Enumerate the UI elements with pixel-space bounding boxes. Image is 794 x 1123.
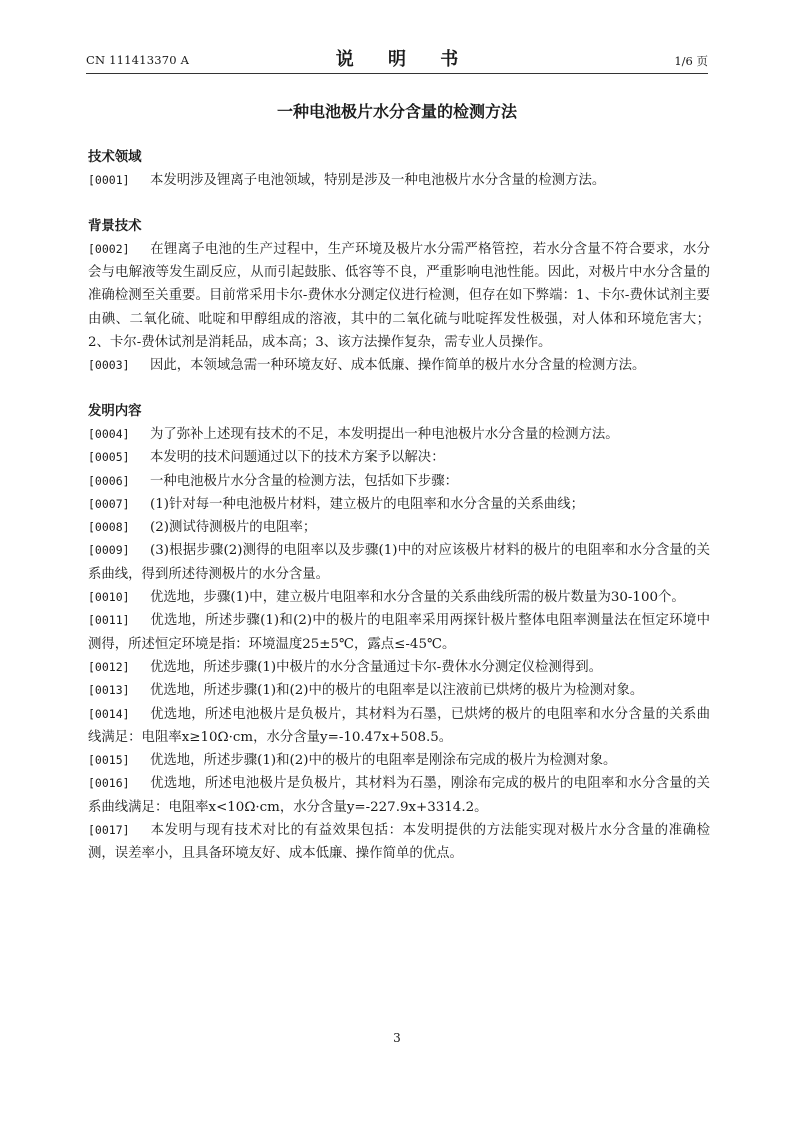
- paragraph-number: [0001]: [88, 173, 130, 188]
- paragraph: [88, 749, 710, 772]
- paragraph: [88, 703, 710, 750]
- section-heading: 背景技术: [88, 218, 142, 234]
- paragraph-text: 优选地，步骤(1)中，建立极片电阻率和水分含量的关系曲线所需的极片数量为30-100个。: [150, 590, 685, 606]
- section-summary: [88, 400, 710, 866]
- paragraph: [88, 772, 710, 819]
- paragraph-text: 在锂离子电池的生产过程中，生产环境及极片水分需严格管控，若水分含量不符合要求，水分会与电解液等发生副反应，从而引起鼓胀、低容等不良，严重影响电池性能。因此，对极片中水分含量的准确检测至关重要。目前常采用卡尔-费休水分测定仪进行检测，但存在如下弊端：1、卡尔-费休试剂主要由碘、二氧化硫、吡啶和甲醇组成的溶液，其中的二氧化硫与吡啶挥发性极强，对人体和环境危害大；2、卡尔-费休试剂是消耗品，成本高；3、该方法操作复杂，需专业人员操作。: [88, 241, 710, 351]
- paragraph: [88, 679, 710, 702]
- paragraph: [88, 423, 710, 446]
- paragraph-number: [0004]: [88, 426, 130, 441]
- paragraph-text: 优选地，所述步骤(1)中极片的水分含量通过卡尔-费休水分测定仪检测得到。: [150, 659, 602, 675]
- page-label: 1/6 页: [674, 54, 708, 68]
- paragraph: [88, 586, 710, 609]
- paragraph-number: [0012]: [88, 659, 130, 674]
- paragraph-number: [0006]: [88, 473, 130, 488]
- paragraph-number: [0017]: [88, 823, 130, 838]
- paragraph-number: [0010]: [88, 590, 130, 605]
- section-technical-field: [88, 146, 710, 193]
- paragraph-text: 优选地，所述步骤(1)和(2)中的极片的电阻率是刚涂布完成的极片为检测对象。: [150, 753, 617, 769]
- paragraph-text: (2)测试待测极片的电阻率；: [150, 520, 317, 536]
- paragraph-text: 优选地，所述电池极片是负极片，其材料为石墨，已烘烤的极片的电阻率和水分含量的关系曲线满足：电阻率x≥10Ω·cm，水分含量y=-10.47x+508.5。: [88, 706, 710, 745]
- paragraph-text: 为了弥补上述现有技术的不足，本发明提出一种电池极片水分含量的检测方法。: [150, 426, 619, 442]
- paragraph: [88, 238, 710, 354]
- section-heading: 技术领域: [88, 150, 142, 165]
- paragraph-text: 优选地，所述步骤(1)和(2)中的极片的电阻率是以注液前已烘烤的极片为检测对象。: [150, 683, 644, 699]
- paragraph-text: 一种电池极片水分含量的检测方法，包括如下步骤：: [150, 473, 458, 489]
- paragraph: [88, 493, 710, 516]
- paragraph-text: 本发明涉及锂离子电池领域，特别是涉及一种电池极片水分含量的检测方法。: [150, 173, 606, 189]
- paragraph: [88, 656, 710, 679]
- paragraph: [88, 446, 710, 469]
- paragraph-text: (1)针对每一种电池极片材料，建立极片的电阻率和水分含量的关系曲线；: [150, 496, 585, 512]
- paragraph-number: [0007]: [88, 496, 130, 511]
- paragraph-text: 因此，本领域急需一种环境友好、成本低廉、操作简单的极片水分含量的检测方法。: [150, 358, 646, 374]
- paragraph-number: [0016]: [88, 776, 130, 791]
- section-background-art: [88, 215, 710, 378]
- paragraph-text: 优选地，所述步骤(1)和(2)中的极片的电阻率采用两探针极片整体电阻率测量法在恒定环境中测得，所述恒定环境是指：环境温度25±5℃，露点≤-45℃。: [88, 613, 710, 652]
- paragraph-text: 本发明的技术问题通过以下的技术方案予以解决：: [150, 450, 445, 466]
- paragraph: [88, 169, 710, 192]
- paragraph: [88, 609, 710, 656]
- paragraph: [88, 539, 710, 586]
- paragraph-number: [0002]: [88, 241, 130, 256]
- paragraph: [88, 470, 710, 493]
- paragraph-text: (3)根据步骤(2)测得的电阻率以及步骤(1)中的对应该极片材料的极片的电阻率和水分含量的关系曲线，得到所述待测极片的水分含量。: [88, 543, 710, 582]
- paragraph-number: [0013]: [88, 683, 130, 698]
- paragraph-text: 优选地，所述电池极片是负极片，其材料为石墨，刚涂布完成的极片的电阻率和水分含量的关系曲线满足：电阻率x<10Ω·cm，水分含量y=-227.9x+3314.2。: [88, 776, 710, 815]
- paragraph: [88, 516, 710, 539]
- page-number: 3: [393, 1031, 401, 1045]
- document-number: CN 111413370 A: [86, 53, 190, 67]
- document-body: [88, 146, 710, 888]
- paragraph-number: [0009]: [88, 543, 130, 558]
- paragraph-text: 本发明与现有技术对比的有益效果包括：本发明提供的方法能实现对极片水分含量的准确检测，误差率小，且具备环境友好、成本低廉、操作简单的优点。: [88, 823, 710, 862]
- paragraph-number: [0014]: [88, 706, 130, 721]
- document-type-heading: 说 明 书: [335, 49, 473, 70]
- paragraph-number: [0015]: [88, 753, 130, 768]
- paragraph-number: [0011]: [88, 613, 130, 628]
- paragraph-number: [0003]: [88, 358, 130, 373]
- paragraph-number: [0008]: [88, 520, 130, 535]
- paragraph: [88, 819, 710, 866]
- paragraph-number: [0005]: [88, 450, 130, 465]
- paragraph: [88, 354, 710, 377]
- section-heading: 发明内容: [88, 403, 142, 419]
- document-title: 一种电池极片水分含量的检测方法: [276, 102, 517, 121]
- header-divider: [86, 73, 708, 74]
